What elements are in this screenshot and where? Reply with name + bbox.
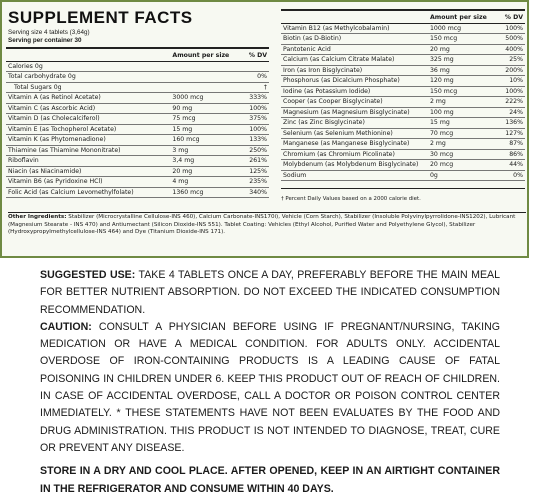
suggested-use-text: TAKE 4 TABLETS ONCE A DAY, PREFERABLY BEFORE THE MAIN MEAL FOR BETTER NUTRIENT ABSORPTION. DO NOT EXCEED THE INDICATED CONSUMPTION RECOMMENDATION. (40, 269, 500, 316)
right-nutrient-name: Iron (as Iron Bisglycinate) (281, 65, 428, 76)
right-row (281, 76, 525, 87)
left-nutrient-amount: 4 mg (170, 177, 231, 188)
right-nutrient-dv: 400% (489, 44, 525, 55)
right-nutrient-name: Molybdenum (as Molybdenum Bisglycinate) (281, 160, 428, 171)
left-nutrient-amount: 3000 mcg (170, 93, 231, 104)
left-row (6, 114, 269, 125)
right-nutrient-amount: 325 mg (428, 55, 489, 66)
left-column-header (6, 51, 269, 61)
right-nutrient-amount: 36 mg (428, 65, 489, 76)
footnote-rule (281, 188, 525, 189)
right-nutrient-dv: 86% (489, 149, 525, 160)
left-nutrient-name: Niacin (as Niacinamide) (6, 166, 170, 177)
left-nutrient-amount: 160 mcg (170, 135, 231, 146)
servings-per-container: Serving per container 30 (8, 37, 82, 44)
right-nutrient-dv: 87% (489, 139, 525, 150)
left-row (6, 187, 269, 198)
right-nutrient-name: Zinc (as Zinc Bisglycinate) (281, 118, 428, 129)
left-nutrient-table (6, 51, 269, 198)
right-nutrient-name: Cooper (as Cooper Bisglycinate) (281, 97, 428, 108)
right-nutrient-dv: 10% (489, 76, 525, 87)
left-nutrient-name: Vitamin A (as Retinol Acetate) (6, 93, 170, 104)
left-nutrient-name: Vitamin C (as Ascorbic Acid) (6, 103, 170, 114)
left-row (6, 135, 269, 146)
left-nutrient-amount: 1360 mcg (170, 187, 231, 198)
left-nutrient-dv: 333% (231, 93, 269, 104)
right-nutrient-dv: 136% (489, 118, 525, 129)
right-nutrient-dv: 100% (489, 86, 525, 97)
left-row (6, 145, 269, 156)
right-col-dv: % DV (489, 13, 525, 23)
left-nutrient-name: Vitamin B6 (as Pyridoxine HCl) (6, 177, 170, 188)
left-nutrient-dv: 235% (231, 177, 269, 188)
right-row (281, 34, 525, 45)
right-nutrient-name: Manganese (as Manganese Bisglycinate) (281, 139, 428, 150)
left-nutrient-dv (231, 61, 269, 72)
serving-size: Serving size 4 tablets (3,64g) (8, 29, 90, 36)
storage-paragraph: STORE IN A DRY AND COOL PLACE. AFTER OPENED, KEEP IN AN AIRTIGHT CONTAINER IN THE REFRIGERATOR AND CONSUME WITHIN 40 DAYS. (40, 465, 500, 495)
left-nutrient-dv: 125% (231, 166, 269, 177)
left-nutrient-dv: 133% (231, 135, 269, 146)
left-header-rule (6, 47, 269, 49)
right-nutrient-amount: 70 mcg (428, 128, 489, 139)
left-row (6, 93, 269, 104)
left-nutrient-name: Calories 0g (6, 61, 170, 72)
left-row (6, 177, 269, 188)
right-nutrient-name: Pantotenic Acid (281, 44, 428, 55)
right-nutrient-name: Magnesium (as Magnesium Bisglycinate) (281, 107, 428, 118)
right-row (281, 97, 525, 108)
right-nutrient-name: Biotin (as D-Biotin) (281, 34, 428, 45)
right-nutrient-table (281, 13, 525, 181)
right-nutrient-dv: 500% (489, 34, 525, 45)
right-nutrient-name: Vitamin B12 (as Methylcobalamin) (281, 23, 428, 34)
left-nutrient-dv: 250% (231, 145, 269, 156)
left-nutrient-dv: 0% (231, 72, 269, 83)
right-nutrient-amount: 20 mcg (428, 160, 489, 171)
left-nutrient-amount: 75 mcg (170, 114, 231, 125)
left-nutrient-amount: 20 mg (170, 166, 231, 177)
right-nutrient-amount: 30 mcg (428, 149, 489, 160)
left-row (6, 124, 269, 135)
left-nutrient-name: Folic Acid (as Calcium Levomethylfolate) (6, 187, 170, 198)
right-nutrient-amount: 0g (428, 170, 489, 181)
left-nutrient-dv: 100% (231, 124, 269, 135)
right-col-amount: Amount per size (429, 14, 487, 21)
right-nutrient-name: Iodine (as Potassium Iodide) (281, 86, 428, 97)
suggested-use-label: SUGGESTED USE: (40, 269, 136, 281)
right-nutrient-dv: 222% (489, 97, 525, 108)
left-row (6, 156, 269, 167)
right-nutrient-amount: 2 mg (428, 139, 489, 150)
right-nutrient-amount: 20 mg (428, 44, 489, 55)
right-row (281, 55, 525, 66)
right-nutrient-amount: 15 mg (428, 118, 489, 129)
ingredients-text: Stabilizer (Microcrystalline Cellulose-INS 460), Calcium Carbonate-INS170i), Vehicle (Corn Starch), Stabilizer (Insoluble Polyvinylpyrrolidone-INS1202), Lubricant (Magnesium Stearate - INS 470) and Antiumectant (Silicon Dioxide-INS 551). Tablet Coating: Vehicles (Ethyl Alcohol, Purified Water and Polyethylene Glycol), Stabilizer (Hydroxypropylmethylcellulose-INS 464) and Dye (Titanium Dioxide-INS 171). (8, 214, 516, 236)
right-col-name (281, 13, 428, 23)
right-row (281, 118, 525, 129)
right-row (281, 170, 525, 181)
right-nutrient-dv: 44% (489, 160, 525, 171)
left-nutrient-name: Total Sugars 0g (6, 82, 170, 93)
left-nutrient-dv: 100% (231, 103, 269, 114)
left-nutrient-amount (170, 61, 231, 72)
right-nutrient-dv: 200% (489, 65, 525, 76)
left-nutrient-name: Vitamin E (as Tochopherol Acetate) (6, 124, 170, 135)
right-row (281, 44, 525, 55)
left-nutrient-name: Total carbohydrate 0g (6, 72, 170, 83)
caution-label: CAUTION: (40, 320, 92, 333)
right-nutrient-name: Calcium (as Calcium Citrate Malate) (281, 55, 428, 66)
left-row (6, 82, 269, 93)
right-row (281, 128, 525, 139)
right-nutrient-dv: 25% (489, 55, 525, 66)
left-row (6, 61, 269, 72)
right-nutrient-dv: 24% (489, 107, 525, 118)
right-nutrient-amount: 2 mg (428, 97, 489, 108)
suggested-use-paragraph (40, 267, 500, 319)
right-row (281, 139, 525, 150)
right-row (281, 86, 525, 97)
right-nutrient-amount: 1000 mcg (428, 23, 489, 34)
left-row (6, 72, 269, 83)
right-nutrient-name: Chromium (as Chromium Picolinate) (281, 149, 428, 160)
left-nutrient-dv: † (231, 82, 269, 93)
left-col-name (6, 51, 170, 61)
left-nutrient-amount: 15 mg (170, 124, 231, 135)
other-ingredients (8, 212, 526, 237)
right-nutrient-amount: 150 mcg (428, 86, 489, 97)
caution-paragraph (40, 319, 500, 457)
right-column-header (281, 13, 525, 23)
right-nutrient-dv: 127% (489, 128, 525, 139)
right-nutrient-amount: 150 mcg (428, 34, 489, 45)
left-nutrient-dv: 340% (231, 187, 269, 198)
right-header-rule (281, 9, 525, 11)
left-nutrient-dv: 261% (231, 156, 269, 167)
left-nutrient-amount (170, 72, 231, 83)
right-row (281, 23, 525, 34)
left-nutrient-amount: 3,4 mg (170, 156, 231, 167)
caution-text: CONSULT A PHYSICIAN BEFORE USING IF PREGNANT/NURSING, TAKING MEDICATION OR HAVE A MEDICAL CONDITION. FOR ADULTS ONLY. ACCIDENTAL OVERDOSE OF IRON-CONTAINING PRODUCTS IS A LEADING CAUSE OF FATAL POISONING IN CHILDREN UNDER 6. KEEP THIS PRODUCT OUT OF REACH OF CHILDREN. IN CASE OF ACCIDENTAL OVERDOSE, CALL A DOCTOR OR POISON CONTROL CENTER IMMEDIATELY. * THESE STATEMENTS HAVE NOT BEEN EVALUATES BY THE FOOD AND DRUG ADMINISTRATION. THIS PRODUCT IS NOT INTENDED TO DIAGNOSE, TREAT, CURE OR PREVENT ANY DISEASE. (40, 320, 500, 454)
right-nutrient-amount: 100 mg (428, 107, 489, 118)
panel-title: SUPPLEMENT FACTS (8, 8, 193, 27)
left-nutrient-name: Vitamin K (as Phytomenadione) (6, 135, 170, 146)
right-row (281, 107, 525, 118)
dv-footnote: † Percent Daily Values based on a 2000 calorie diet. (281, 196, 421, 202)
left-nutrient-name: Vitamin D (as Cholecalciferol) (6, 114, 170, 125)
left-nutrient-name: Riboflavin (6, 156, 170, 167)
left-nutrient-amount: 3 mg (170, 145, 231, 156)
usage-instructions (40, 267, 500, 498)
right-nutrient-name: Selenium (as Selenium Methionine) (281, 128, 428, 139)
ingredients-label: Other Ingredients: (8, 214, 67, 220)
serving-info (8, 29, 90, 45)
left-nutrient-amount: 90 mg (170, 103, 231, 114)
left-col-dv: % DV (231, 51, 269, 61)
right-nutrient-dv: 0% (489, 170, 525, 181)
left-nutrient-name: Thiamine (as Thiamine Mononitrate) (6, 145, 170, 156)
right-row (281, 65, 525, 76)
right-nutrient-dv: 100% (489, 23, 525, 34)
right-nutrient-name: Sodium (281, 170, 428, 181)
right-nutrient-name: Phosphorus (as Dicalcium Phosphate) (281, 76, 428, 87)
right-row (281, 160, 525, 171)
right-nutrient-amount: 120 mg (428, 76, 489, 87)
left-row (6, 103, 269, 114)
left-nutrient-dv: 375% (231, 114, 269, 125)
right-row (281, 149, 525, 160)
left-nutrient-amount (170, 82, 231, 93)
left-row (6, 166, 269, 177)
left-col-amount: Amount per size (172, 52, 230, 59)
